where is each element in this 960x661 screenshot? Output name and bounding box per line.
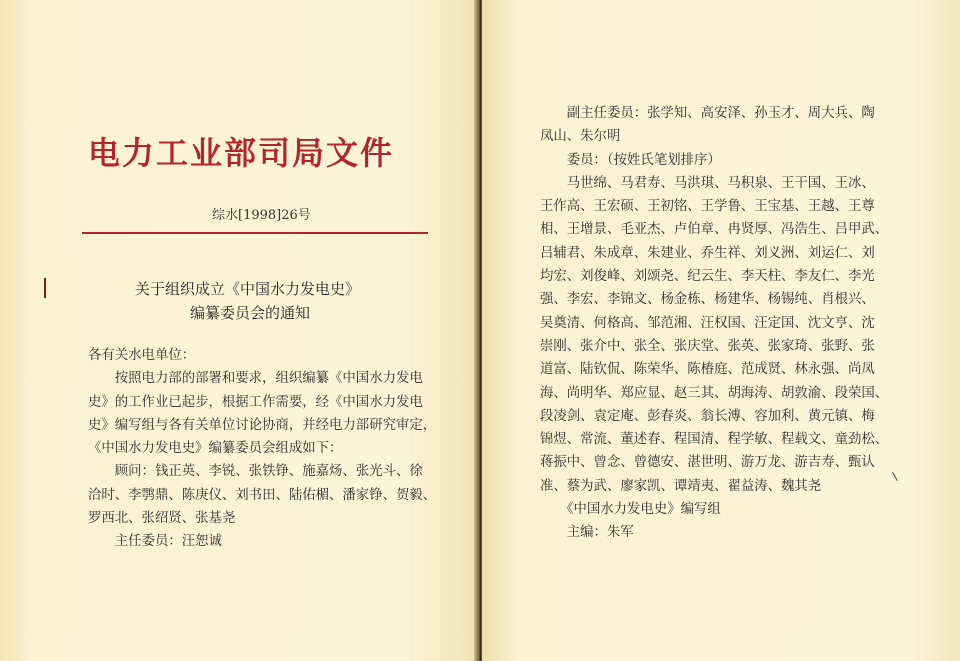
- body-line: 王作高、王宏硕、王初铭、王学鲁、王宝基、王越、王尊: [540, 199, 875, 215]
- body-line: 道富、陆钦侃、陈荣华、陈椿庭、范成贤、林永强、尚凤: [540, 362, 875, 378]
- body-line: 按照电力部的部署和要求，组织编纂《中国水力发电: [88, 371, 423, 387]
- left-body-text: [88, 344, 436, 554]
- body-line: 史》的工作业已起步，根据工作需要，经《中国水力发电: [88, 394, 423, 410]
- body-line: 委员：（按姓氏笔划排序）: [540, 152, 721, 168]
- document-number: 综水[1998]26号: [212, 208, 311, 223]
- body-line: 副主任委员：张学知、高安泽、孙玉才、周大兵、陶: [540, 106, 875, 121]
- body-line: 蒋振中、曾念、曾德安、湛世明、游万龙、游吉寿、甄认: [540, 455, 875, 471]
- binding-hole-mark: [44, 278, 46, 298]
- right-body-text: [540, 102, 888, 545]
- body-line: 各有关水电单位：: [88, 348, 196, 363]
- body-line: 洽时、李鹗鼎、陈庚仪、刘书田、陆佑楣、潘家铮、贺毅、: [88, 487, 437, 503]
- body-line: 吕辅君、朱成章、朱建业、乔生祥、刘义洲、刘运仁、刘: [540, 245, 875, 261]
- body-line: 相、王增景、毛亚杰、卢伯章、冉贤厚、冯浩生、吕甲武、: [540, 222, 889, 238]
- body-line: 海、尚明华、郑应显、赵三其、胡海涛、胡敦渝、段荣国、: [540, 385, 889, 401]
- notice-title-line-2: 编纂委员会的通知: [190, 304, 311, 322]
- body-line: 均宏、刘俊峰、刘颂尧、纪云生、李天柱、李友仁、李光: [540, 269, 875, 285]
- body-line: 强、李宏、李锦文、杨金栋、杨建华、杨锡纯、肖根兴、: [540, 292, 875, 308]
- body-line: 锦煜、常流、董述春、程国清、程学敏、程载文、童劲松、: [540, 432, 889, 448]
- body-line: 主编：朱军: [540, 525, 634, 541]
- body-line: 崇刚、张介中、张全、张庆堂、张英、张家琦、张野、张: [540, 338, 875, 354]
- letterhead-title: 电力工业部司局文件: [88, 134, 395, 172]
- notice-title-line-1: 关于组织成立《中国水力发电史》: [135, 280, 361, 298]
- body-line: 准、蔡为武、廖家凯、谭靖夷、翟益涛、魏其尧: [540, 478, 822, 494]
- body-line: 顾问：钱正英、李锐、张铁铮、施嘉炀、张光斗、徐: [88, 464, 423, 480]
- red-divider: [82, 232, 428, 234]
- body-line: 《中国水力发电史》编写组: [540, 502, 721, 518]
- body-line: 罗西北、张绍贤、张基尧: [88, 511, 236, 527]
- body-line: 主任委员：汪恕诚: [88, 534, 222, 550]
- body-line: 马世绵、马君寿、马洪琪、马积泉、王干国、王冰、: [540, 175, 875, 191]
- body-line: 段凌剑、袁定庵、彭春炎、翁长溥、容加利、黄元镇、梅: [540, 408, 875, 424]
- right-page: [482, 0, 960, 661]
- left-page: [0, 0, 478, 661]
- body-line: 《中国水力发电史》编纂委员会组成如下：: [88, 441, 343, 457]
- body-line: 吴奠清、何格高、邹范湘、汪权国、汪定国、沈文亨、沈: [540, 315, 875, 331]
- body-line: 凤山、朱尔明: [540, 129, 621, 145]
- body-line: 史》编写组与各有关单位讨论协商，并经电力部研究审定，: [88, 417, 437, 433]
